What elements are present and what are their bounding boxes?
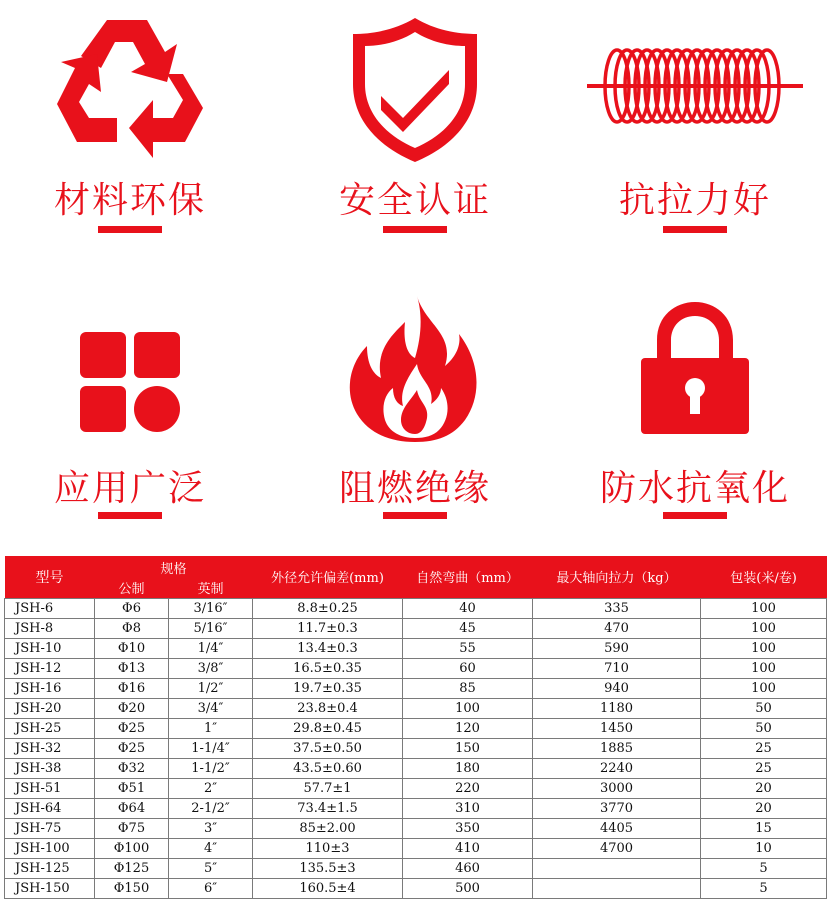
cell-tension: 1885 <box>533 738 701 758</box>
cell-bend: 40 <box>403 598 533 618</box>
header-model: 型号 <box>5 556 95 598</box>
cell-bend: 45 <box>403 618 533 638</box>
flame-icon <box>345 294 485 444</box>
spec-table <box>4 556 827 899</box>
cell-metric: Φ100 <box>95 838 169 858</box>
cell-model: JSH-20 <box>5 698 95 718</box>
cell-bend: 150 <box>403 738 533 758</box>
feature-underline <box>98 512 162 519</box>
cell-tension: 4700 <box>533 838 701 858</box>
table-row <box>5 818 827 838</box>
cell-tension: 4405 <box>533 818 701 838</box>
table-row <box>5 798 827 818</box>
header-bend: 自然弯曲（mm） <box>403 556 533 598</box>
cell-tension: 590 <box>533 638 701 658</box>
table-row <box>5 658 827 678</box>
spec-table-body <box>5 598 827 898</box>
cell-tension: 335 <box>533 598 701 618</box>
cell-imperial: 3/8″ <box>169 658 253 678</box>
feature-waterproof-antioxidant <box>580 280 810 540</box>
table-row <box>5 698 827 718</box>
cell-bend: 410 <box>403 838 533 858</box>
cell-package: 100 <box>701 658 827 678</box>
header-package: 包装(米/卷) <box>701 556 827 598</box>
table-row <box>5 718 827 738</box>
cell-bend: 500 <box>403 878 533 898</box>
table-row <box>5 778 827 798</box>
cell-tension: 3770 <box>533 798 701 818</box>
header-spec: 规格 <box>95 556 253 577</box>
cell-imperial: 5/16″ <box>169 618 253 638</box>
cell-model: JSH-8 <box>5 618 95 638</box>
cell-bend: 460 <box>403 858 533 878</box>
cell-metric: Φ64 <box>95 798 169 818</box>
cell-od-tolerance: 110±3 <box>253 838 403 858</box>
table-row <box>5 758 827 778</box>
cell-model: JSH-10 <box>5 638 95 658</box>
feature-eco-material <box>15 0 245 260</box>
cell-od-tolerance: 57.7±1 <box>253 778 403 798</box>
cell-package: 20 <box>701 778 827 798</box>
feature-underline <box>383 226 447 233</box>
cell-package: 5 <box>701 878 827 898</box>
feature-flame-retardant <box>300 280 530 540</box>
cell-od-tolerance: 135.5±3 <box>253 858 403 878</box>
cell-od-tolerance: 37.5±0.50 <box>253 738 403 758</box>
cell-imperial: 3″ <box>169 818 253 838</box>
cell-tension <box>533 858 701 878</box>
cell-package: 100 <box>701 598 827 618</box>
cell-tension: 1180 <box>533 698 701 718</box>
table-row <box>5 598 827 618</box>
cell-bend: 310 <box>403 798 533 818</box>
table-row <box>5 678 827 698</box>
cell-metric: Φ150 <box>95 878 169 898</box>
cell-tension: 3000 <box>533 778 701 798</box>
cell-imperial: 1″ <box>169 718 253 738</box>
cell-package: 25 <box>701 758 827 778</box>
feature-label: 安全认证 <box>338 180 491 221</box>
cell-bend: 220 <box>403 778 533 798</box>
header-od-tolerance: 外径允许偏差(mm) <box>253 556 403 598</box>
table-row <box>5 878 827 898</box>
cell-od-tolerance: 73.4±1.5 <box>253 798 403 818</box>
cell-metric: Φ75 <box>95 818 169 838</box>
cell-imperial: 1-1/2″ <box>169 758 253 778</box>
cell-metric: Φ32 <box>95 758 169 778</box>
cell-metric: Φ25 <box>95 738 169 758</box>
cell-metric: Φ25 <box>95 718 169 738</box>
cell-imperial: 6″ <box>169 878 253 898</box>
cell-metric: Φ125 <box>95 858 169 878</box>
coil-spring-icon <box>585 44 805 128</box>
cell-tension: 940 <box>533 678 701 698</box>
feature-label: 抗拉力好 <box>618 180 771 221</box>
feature-label: 防水抗氧化 <box>599 468 790 509</box>
cell-metric: Φ6 <box>95 598 169 618</box>
cell-package: 20 <box>701 798 827 818</box>
cell-od-tolerance: 160.5±4 <box>253 878 403 898</box>
cell-package: 100 <box>701 618 827 638</box>
feature-underline <box>383 512 447 519</box>
cell-metric: Φ13 <box>95 658 169 678</box>
cell-package: 100 <box>701 678 827 698</box>
cell-tension: 2240 <box>533 758 701 778</box>
grid-shapes-icon <box>80 332 180 432</box>
feature-label: 材料环保 <box>53 180 206 221</box>
table-row <box>5 838 827 858</box>
cell-bend: 350 <box>403 818 533 838</box>
shield-check-icon <box>345 14 485 164</box>
feature-wide-application <box>15 280 245 540</box>
cell-model: JSH-100 <box>5 838 95 858</box>
cell-od-tolerance: 11.7±0.3 <box>253 618 403 638</box>
feature-underline <box>663 512 727 519</box>
cell-package: 5 <box>701 858 827 878</box>
cell-model: JSH-64 <box>5 798 95 818</box>
feature-label: 阻燃绝缘 <box>338 468 491 509</box>
cell-package: 10 <box>701 838 827 858</box>
cell-od-tolerance: 8.8±0.25 <box>253 598 403 618</box>
cell-od-tolerance: 19.7±0.35 <box>253 678 403 698</box>
cell-tension: 470 <box>533 618 701 638</box>
cell-model: JSH-25 <box>5 718 95 738</box>
cell-imperial: 4″ <box>169 838 253 858</box>
cell-package: 50 <box>701 718 827 738</box>
cell-model: JSH-12 <box>5 658 95 678</box>
cell-imperial: 1/2″ <box>169 678 253 698</box>
cell-bend: 85 <box>403 678 533 698</box>
table-row <box>5 618 827 638</box>
cell-bend: 55 <box>403 638 533 658</box>
table-row <box>5 638 827 658</box>
feature-safety-certified <box>300 0 530 260</box>
header-metric: 公制 <box>95 577 169 598</box>
cell-model: JSH-51 <box>5 778 95 798</box>
table-row <box>5 738 827 758</box>
feature-underline <box>98 226 162 233</box>
cell-tension: 710 <box>533 658 701 678</box>
cell-od-tolerance: 13.4±0.3 <box>253 638 403 658</box>
cell-metric: Φ20 <box>95 698 169 718</box>
cell-metric: Φ51 <box>95 778 169 798</box>
cell-metric: Φ10 <box>95 638 169 658</box>
cell-imperial: 5″ <box>169 858 253 878</box>
cell-model: JSH-38 <box>5 758 95 778</box>
cell-imperial: 1/4″ <box>169 638 253 658</box>
cell-package: 100 <box>701 638 827 658</box>
cell-od-tolerance: 85±2.00 <box>253 818 403 838</box>
cell-package: 50 <box>701 698 827 718</box>
cell-tension: 1450 <box>533 718 701 738</box>
cell-imperial: 1-1/4″ <box>169 738 253 758</box>
padlock-icon <box>635 300 755 436</box>
cell-model: JSH-150 <box>5 878 95 898</box>
feature-underline <box>663 226 727 233</box>
recycle-icon <box>55 12 205 164</box>
feature-tensile-strength <box>580 0 810 260</box>
feature-label: 应用广泛 <box>53 468 206 509</box>
cell-bend: 180 <box>403 758 533 778</box>
cell-metric: Φ8 <box>95 618 169 638</box>
header-tension: 最大轴向拉力（kg） <box>533 556 701 598</box>
header-imperial: 英制 <box>169 577 253 598</box>
cell-bend: 60 <box>403 658 533 678</box>
cell-imperial: 3/4″ <box>169 698 253 718</box>
cell-od-tolerance: 43.5±0.60 <box>253 758 403 778</box>
cell-model: JSH-75 <box>5 818 95 838</box>
cell-model: JSH-6 <box>5 598 95 618</box>
cell-model: JSH-32 <box>5 738 95 758</box>
cell-imperial: 2-1/2″ <box>169 798 253 818</box>
cell-tension <box>533 878 701 898</box>
cell-imperial: 3/16″ <box>169 598 253 618</box>
cell-model: JSH-125 <box>5 858 95 878</box>
table-row <box>5 858 827 878</box>
cell-bend: 120 <box>403 718 533 738</box>
cell-package: 25 <box>701 738 827 758</box>
cell-package: 15 <box>701 818 827 838</box>
cell-metric: Φ16 <box>95 678 169 698</box>
cell-od-tolerance: 29.8±0.45 <box>253 718 403 738</box>
cell-model: JSH-16 <box>5 678 95 698</box>
cell-bend: 100 <box>403 698 533 718</box>
cell-od-tolerance: 16.5±0.35 <box>253 658 403 678</box>
cell-od-tolerance: 23.8±0.4 <box>253 698 403 718</box>
cell-imperial: 2″ <box>169 778 253 798</box>
spec-table-header <box>5 556 827 598</box>
